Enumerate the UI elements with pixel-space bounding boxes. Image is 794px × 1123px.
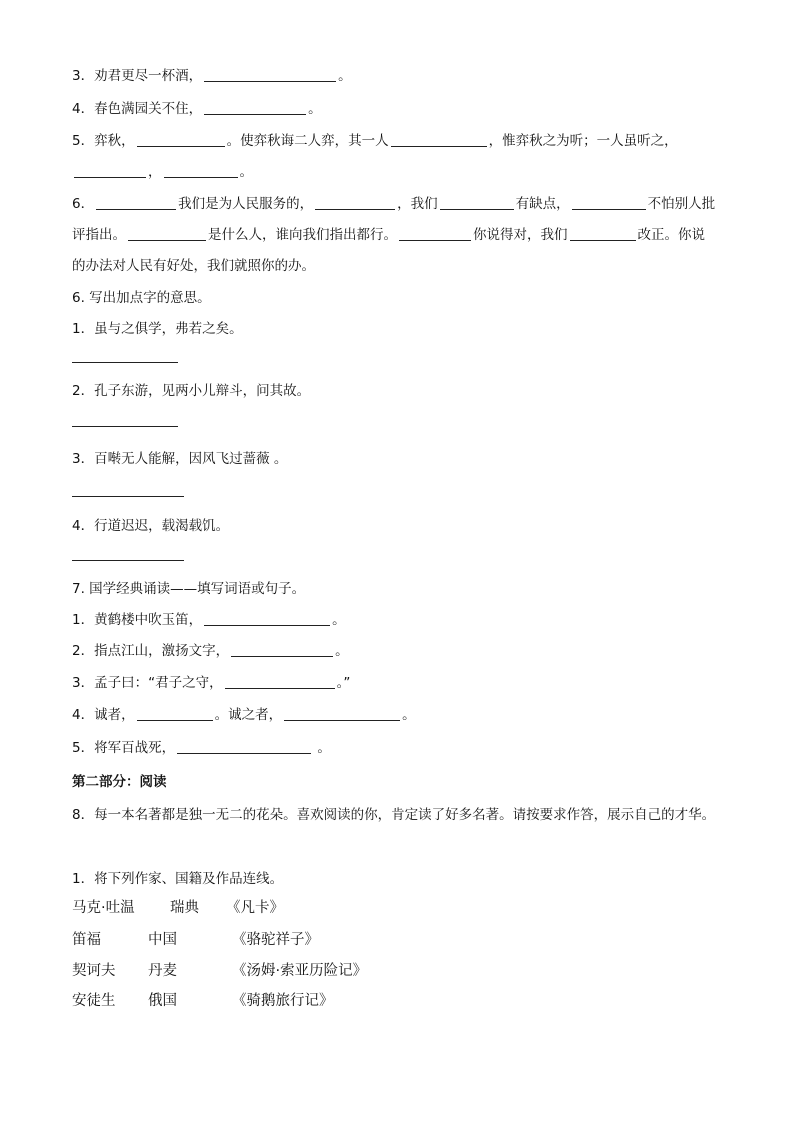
- author: 安徒生: [72, 993, 116, 1009]
- answer-blank[interactable]: [72, 426, 178, 427]
- line-text: 。: [402, 707, 416, 723]
- line-text: 1．黄鹤楼中吹玉笛，: [72, 612, 203, 628]
- answer-blank[interactable]: [399, 226, 471, 241]
- country: 瑞典: [170, 900, 199, 916]
- line-text: 3．劝君更尽一杯酒，: [72, 68, 203, 84]
- line-text: 有缺点，: [515, 196, 570, 212]
- q7-line-2: [72, 642, 349, 660]
- work: 《骑鹅旅行记》: [232, 993, 334, 1009]
- line-text: 4．诚者，: [72, 707, 135, 723]
- line-text: 是什么人，谁向我们指出都行。: [208, 227, 397, 243]
- q7-line-1: [72, 611, 346, 629]
- line-text: 。: [308, 101, 322, 117]
- line-text: 。: [239, 164, 253, 180]
- answer-blank[interactable]: [74, 163, 146, 178]
- answer-blank[interactable]: [391, 132, 487, 147]
- answer-blank[interactable]: [284, 706, 400, 721]
- line-text: 4．春色满园关不住，: [72, 101, 203, 117]
- q7-line-5: [72, 739, 331, 757]
- country: 中国: [148, 932, 177, 948]
- q6-title: 6. 写出加点字的意思。: [72, 290, 211, 306]
- work: 《汤姆·索亚历险记》: [232, 963, 368, 979]
- answer-blank[interactable]: [128, 226, 206, 241]
- line-6-cont: [72, 226, 705, 244]
- answer-blank[interactable]: [96, 195, 176, 210]
- line-text: 你说得对，我们: [473, 227, 568, 243]
- section-title: 第二部分：阅读: [72, 774, 167, 790]
- author: 契诃夫: [72, 963, 116, 979]
- answer-blank[interactable]: [137, 706, 213, 721]
- line-text: 。诚之者，: [214, 707, 283, 723]
- q7-line-4: [72, 706, 416, 724]
- answer-blank[interactable]: [72, 560, 184, 561]
- answer-blank[interactable]: [204, 611, 330, 626]
- answer-blank[interactable]: [315, 195, 395, 210]
- country: 俄国: [148, 993, 177, 1009]
- answer-blank[interactable]: [72, 496, 184, 497]
- line-4: [72, 100, 322, 118]
- line-text: 。”: [336, 675, 351, 691]
- line-text: 5．弈秋，: [72, 133, 135, 149]
- q8-sub-1: 1．将下列作家、国籍及作品连线。: [72, 871, 284, 887]
- answer-blank[interactable]: [572, 195, 646, 210]
- answer-blank[interactable]: [440, 195, 514, 210]
- answer-blank[interactable]: [137, 132, 225, 147]
- line-6-end: 的办法对人民有好处，我们就照你的办。: [72, 258, 315, 274]
- line-text: 6．: [72, 196, 95, 212]
- author: 马克·吐温: [72, 900, 135, 916]
- author: 笛福: [72, 932, 101, 948]
- line-text: 。: [338, 68, 352, 84]
- q6-item-3: 3．百啭无人能解，因风飞过蔷薇 。: [72, 451, 288, 467]
- line-5: [72, 132, 678, 150]
- line-5-cont: [72, 163, 253, 181]
- work: 《凡卡》: [226, 900, 284, 916]
- q7-title: 7. 国学经典诵读——填写词语或句子。: [72, 581, 306, 597]
- line-text: 5．将军百战死，: [72, 740, 176, 756]
- q6-item-2: 2．孔子东游，见两小儿辩斗，问其故。: [72, 383, 311, 399]
- q6-item-1: 1．虽与之俱学，弗若之矣。: [72, 321, 243, 337]
- answer-blank[interactable]: [164, 163, 238, 178]
- line-text: 。: [335, 643, 349, 659]
- answer-blank[interactable]: [177, 739, 311, 754]
- work: 《骆驼祥子》: [232, 932, 319, 948]
- line-text: 评指出。: [72, 227, 126, 243]
- answer-blank[interactable]: [225, 674, 335, 689]
- q8-prompt: 8．每一本名著都是独一无二的花朵。喜欢阅读的你，肯定读了好多名著。请按要求作答，展示自己的才华。: [72, 807, 716, 823]
- answer-blank[interactable]: [204, 67, 336, 82]
- line-text: 改正。你说: [637, 227, 705, 243]
- line-text: 不怕别人批: [647, 196, 716, 212]
- q7-line-3: [72, 674, 350, 692]
- line-text: 2．指点江山，激扬文字，: [72, 643, 230, 659]
- answer-blank[interactable]: [72, 362, 178, 363]
- answer-blank[interactable]: [204, 100, 306, 115]
- line-text: ，我们: [397, 196, 438, 212]
- line-text: 。: [332, 612, 346, 628]
- line-text: 。: [313, 740, 331, 756]
- line-text: 。使弈秋诲二人弈，其一人: [226, 133, 389, 149]
- line-text: ，: [148, 164, 162, 180]
- line-text: ，惟弈秋之为听；一人虽听之，: [488, 133, 678, 149]
- line-text: 我们是为人民服务的，: [178, 196, 314, 212]
- line-3: [72, 67, 352, 85]
- answer-blank[interactable]: [570, 226, 636, 241]
- answer-blank[interactable]: [231, 642, 333, 657]
- country: 丹麦: [148, 963, 177, 979]
- q6-item-4: 4．行道迟迟，载渴载饥。: [72, 518, 230, 534]
- line-6: [72, 195, 715, 213]
- line-text: 3．孟子曰：“君子之守，: [72, 675, 223, 691]
